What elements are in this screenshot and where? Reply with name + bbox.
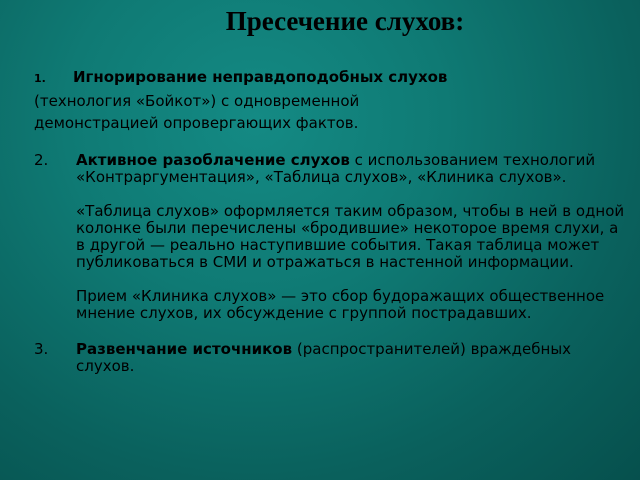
- slide-title: Пресечение слухов:: [225, 6, 465, 36]
- item-1-number: 1.: [34, 72, 46, 85]
- slide-body: [34, 66, 628, 375]
- item-1-line-2: (технология «Бойкот») с одновременной: [34, 92, 360, 110]
- item-1-heading: Игнорирование неправдоподобных слухов: [73, 68, 448, 86]
- item-3: [34, 341, 628, 375]
- item-2-text: с использованием технологий «Контраргументация», «Таблица слухов», «Клиника слухов».: [76, 151, 596, 186]
- item-2-number: 2.: [34, 151, 49, 169]
- item-1-line-3: демонстрацией опровергающих фактов.: [34, 114, 359, 132]
- clinic-paragraph: Прием «Клиника слухов» — это сбор будоражащих общественное мнение слухов, их обсуждение с группой пострадавших.: [76, 287, 605, 322]
- item-3-text: (распространителей) враждебных слухов.: [76, 340, 572, 375]
- table-paragraph: «Таблица слухов» оформляется таким образом, чтобы в ней в одной колонке были перечислены «бродившие» некоторое время слухи, а в другой — реально наступившие события. Такая таблица может публиковаться в СМИ и отражаться в настенной информации.: [76, 202, 625, 271]
- item-3-number: 3.: [34, 340, 49, 358]
- item-2: [34, 152, 628, 322]
- item-3-heading: Развенчание источников: [76, 340, 293, 358]
- item-2-heading: Активное разоблачение слухов: [76, 151, 350, 169]
- item-1: [34, 66, 628, 134]
